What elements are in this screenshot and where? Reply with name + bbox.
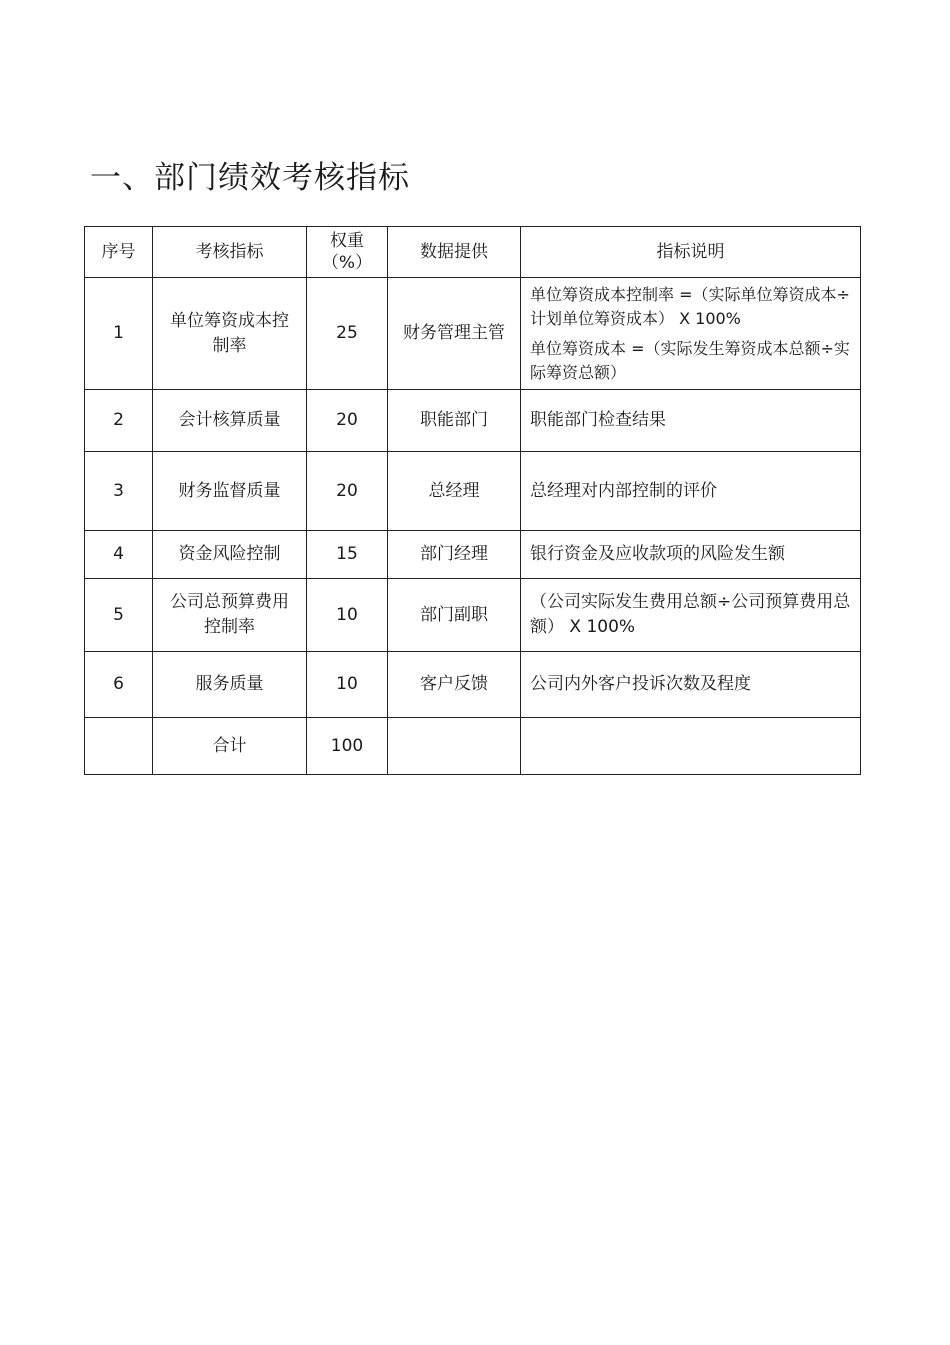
description-line: 单位筹资成本控制率 =（实际单位筹资成本÷计划单位筹资成本） X 100% bbox=[530, 284, 850, 328]
document-title: 一、部门绩效考核指标 bbox=[90, 160, 410, 196]
header-weight-line1: 权重 bbox=[330, 231, 364, 251]
cell-index: 1 bbox=[85, 278, 153, 390]
header-index: 序号 bbox=[85, 227, 153, 278]
table-row bbox=[85, 278, 861, 390]
table-row bbox=[85, 652, 861, 718]
header-description: 指标说明 bbox=[521, 227, 861, 278]
header-weight bbox=[307, 227, 388, 278]
description-line: 职能部门检查结果 bbox=[530, 410, 666, 430]
description-line: （公司实际发生费用总额÷公司预算费用总额） X 100% bbox=[530, 592, 851, 637]
cell-description bbox=[521, 452, 861, 531]
cell-indicator: 会计核算质量 bbox=[153, 390, 307, 452]
cell-index: 5 bbox=[85, 579, 153, 652]
header-weight-line2: （%） bbox=[321, 253, 373, 273]
cell-index: 4 bbox=[85, 531, 153, 579]
cell-description bbox=[521, 278, 861, 390]
cell-data-source: 职能部门 bbox=[388, 390, 521, 452]
description-line: 公司内外客户投诉次数及程度 bbox=[530, 674, 751, 694]
cell-data-source: 客户反馈 bbox=[388, 652, 521, 718]
table-row bbox=[85, 579, 861, 652]
cell-indicator: 资金风险控制 bbox=[153, 531, 307, 579]
cell-weight: 15 bbox=[307, 531, 388, 579]
table-row bbox=[85, 390, 861, 452]
header-row bbox=[85, 227, 861, 278]
cell-data-source-empty bbox=[388, 718, 521, 775]
cell-description bbox=[521, 390, 861, 452]
cell-weight: 10 bbox=[307, 579, 388, 652]
cell-description bbox=[521, 579, 861, 652]
cell-data-source: 财务管理主管 bbox=[388, 278, 521, 390]
description-line: 银行资金及应收款项的风险发生额 bbox=[530, 544, 785, 564]
description-line: 总经理对内部控制的评价 bbox=[530, 480, 717, 501]
cell-index: 3 bbox=[85, 452, 153, 531]
kpi-table-header bbox=[85, 227, 861, 278]
cell-weight: 10 bbox=[307, 652, 388, 718]
table-row bbox=[85, 531, 861, 579]
cell-description bbox=[521, 531, 861, 579]
kpi-table-body bbox=[85, 278, 861, 775]
cell-description bbox=[521, 652, 861, 718]
cell-index: 2 bbox=[85, 390, 153, 452]
cell-indicator: 服务质量 bbox=[153, 652, 307, 718]
cell-weight: 20 bbox=[307, 452, 388, 531]
cell-indicator: 单位筹资成本控制率 bbox=[153, 278, 307, 390]
cell-data-source: 部门经理 bbox=[388, 531, 521, 579]
description-line: 单位筹资成本 =（实际发生筹资成本总额÷实际筹资总额） bbox=[530, 338, 850, 382]
kpi-table bbox=[84, 226, 861, 775]
cell-description-empty bbox=[521, 718, 861, 775]
header-indicator: 考核指标 bbox=[153, 227, 307, 278]
cell-indicator: 公司总预算费用控制率 bbox=[153, 579, 307, 652]
header-data-source: 数据提供 bbox=[388, 227, 521, 278]
cell-weight: 25 bbox=[307, 278, 388, 390]
cell-total-weight: 100 bbox=[307, 718, 388, 775]
cell-indicator: 财务监督质量 bbox=[153, 452, 307, 531]
table-row bbox=[85, 452, 861, 531]
total-row bbox=[85, 718, 861, 775]
cell-data-source: 总经理 bbox=[388, 452, 521, 531]
cell-weight: 20 bbox=[307, 390, 388, 452]
cell-total-label: 合计 bbox=[153, 718, 307, 775]
cell-index-empty bbox=[85, 718, 153, 775]
cell-index: 6 bbox=[85, 652, 153, 718]
cell-data-source: 部门副职 bbox=[388, 579, 521, 652]
